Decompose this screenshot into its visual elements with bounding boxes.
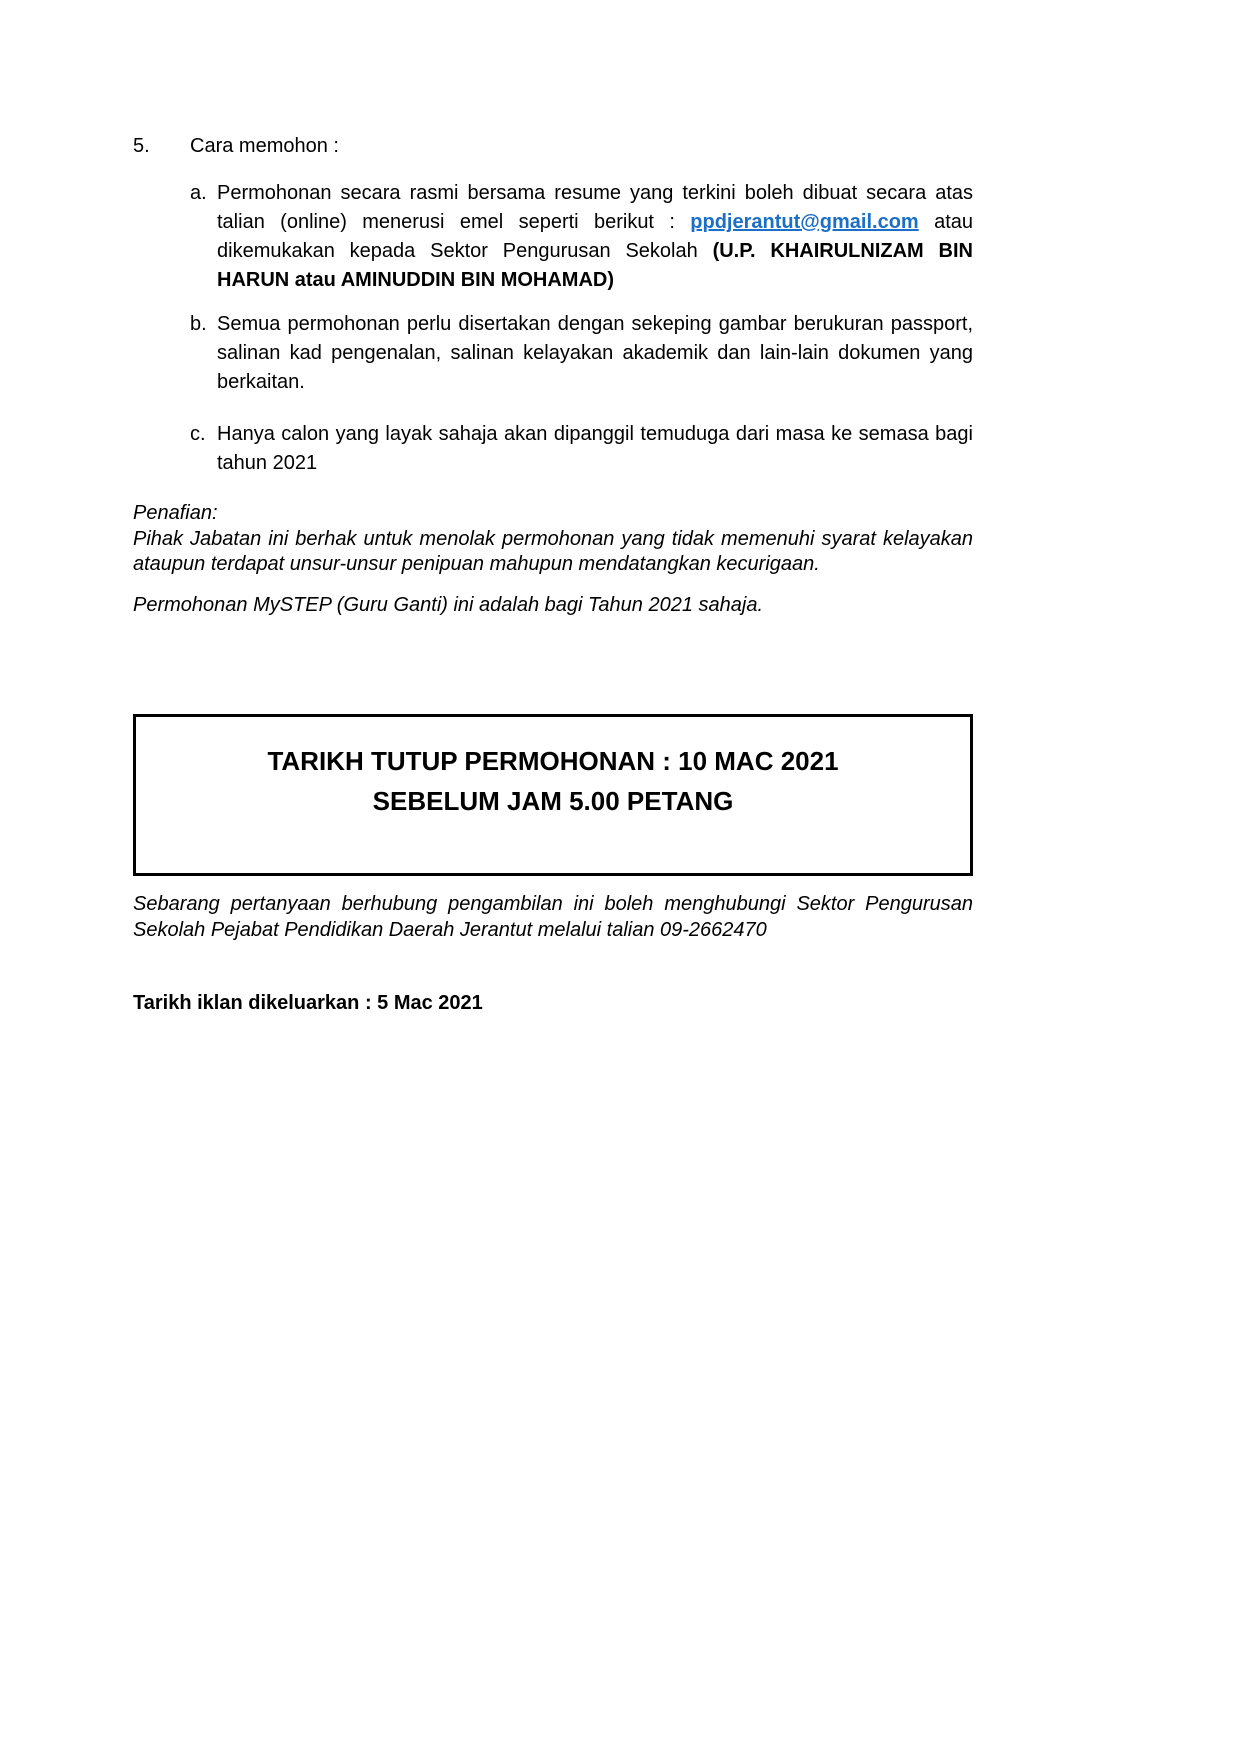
section-number: 5. xyxy=(133,135,150,157)
deadline-line-1: TARIKH TUTUP PERMOHONAN : 10 MAC 2021 xyxy=(267,746,839,776)
list-item-a xyxy=(133,179,973,295)
item-a-text-part1: Permohonan secara rasmi bersama resume yang terkini boleh dibuat secara atas talian (online) menerusi emel seperti berikut : xyxy=(217,182,973,233)
disclaimer-label: Penafian: xyxy=(133,502,218,524)
section-title: Cara memohon : xyxy=(190,135,339,157)
validity-note: Permohonan MySTEP (Guru Ganti) ini adalah bagi Tahun 2021 sahaja. xyxy=(133,593,764,616)
list-item-c xyxy=(133,420,973,478)
list-item-a-letter: a. xyxy=(190,182,207,204)
disclaimer-section xyxy=(133,501,973,578)
list-item-c-letter: c. xyxy=(190,423,206,445)
list-item-b-text: Semua permohonan perlu disertakan dengan sekeping gambar berukuran passport, salinan kad pengenalan, salinan kelayakan akademik dan lain-lain dokumen yang berkaitan. xyxy=(217,313,973,393)
list-item-c-text: Hanya calon yang layak sahaja akan dipanggil temuduga dari masa ke semasa bagi tahun 2021 xyxy=(217,423,973,474)
item-a-contact-names: (U.P. KHAIRULNIZAM BIN HARUN atau AMINUDDIN BIN MOHAMAD) xyxy=(217,240,973,291)
issue-date-line: Tarikh iklan dikeluarkan : 5 Mac 2021 xyxy=(133,992,483,1014)
list-item-b xyxy=(133,310,973,397)
deadline-box xyxy=(133,714,973,876)
list-item-a-text xyxy=(217,179,973,295)
item-a-text-part2: atau dikemukakan kepada Sektor Pengurusan Sekolah xyxy=(217,211,973,262)
email-link[interactable]: ppdjerantut@gmail.com xyxy=(690,211,919,233)
section-heading xyxy=(133,132,973,161)
deadline-line-2: SEBELUM JAM 5.00 PETANG xyxy=(372,786,734,816)
disclaimer-text: Pihak Jabatan ini berhak untuk menolak permohonan yang tidak memenuhi syarat kelayakan ataupun terdapat unsur-unsur penipuan mahupun mendatangkan kecurigaan. xyxy=(133,527,973,575)
list-item-b-letter: b. xyxy=(190,313,207,335)
contact-note: Sebarang pertanyaan berhubung pengambilan ini boleh menghubungi Sektor Pengurusan Sekolah Pejabat Pendidikan Daerah Jerantut melalui talian 09-2662470 xyxy=(133,893,973,941)
